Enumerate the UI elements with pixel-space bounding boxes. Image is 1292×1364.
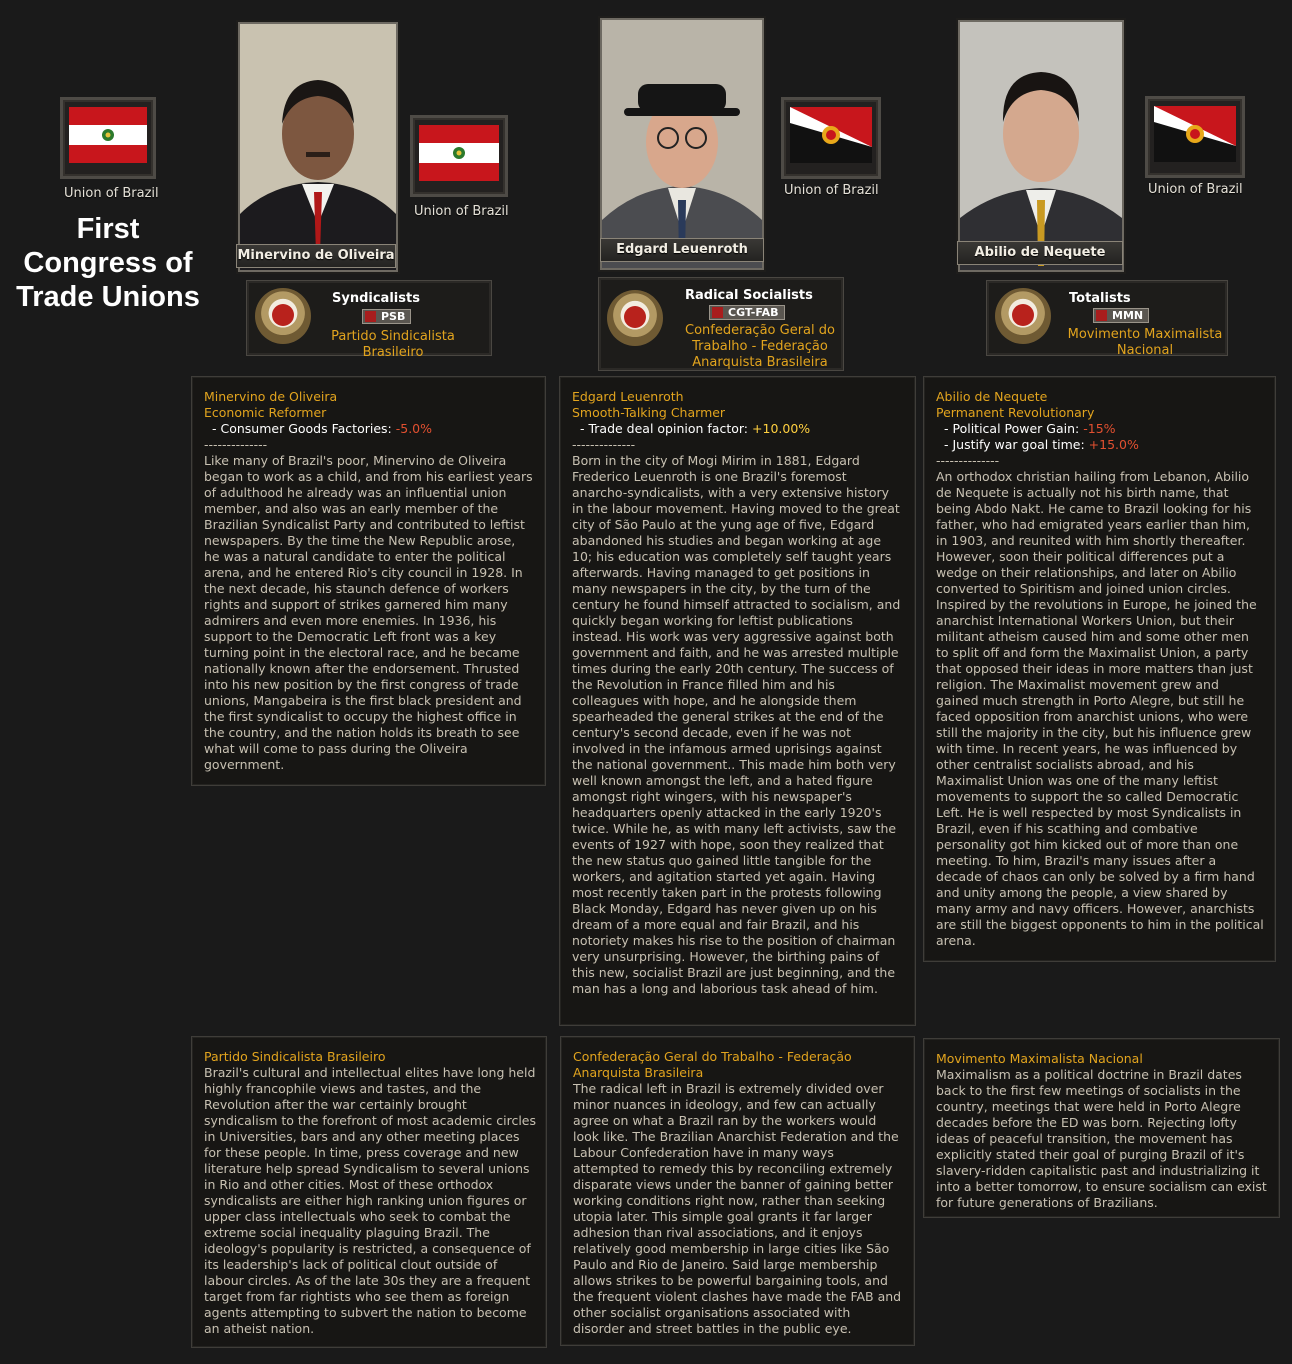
radical-socialist-emblem-icon [607,290,663,346]
leader-portrait[interactable] [600,18,764,270]
separator: -------------- [572,437,636,452]
flag-icon [69,107,147,169]
leader-bio: An orthodox christian hailing from Lebanon, Abilio de Nequete is actually not his birth name, that being Abdo Nakt. He came to Brazil looking for his father, who had emigrated years earlier than him, in 1903, and reunited with him shortly thereafter. However, soon their political differences put a wedge on their relationships, and later on Abilio converted to Spiritism and joined union circles. Inspired by the revolutions in Europe, he joined the anarchist International Workers Union, but their militant atheism caused him and some other men to split off and form the Maximalist Union, a party that opposed their ideas in more matters than just religion. The Maximalist movement grew and gained much strength in Porto Alegre, but still he faced opposition from anarchist unions, who were still the majority in the city, but his influence grew with time. In recent years, he was influenced by other centralist socialists abroad, and his Maximalist Union was one of the many leftist movements to support the so called Democratic Left. He is well respected by most Syndicalists in Brazil, even if his scathing and combative personality got him kicked out of more than one meeting. To him, Brazil's many issues after a decade of chaos can only be solved by a firm hand and unity among the people, a view shared by many army and navy officers. However, anarchists are still the biggest opponents to him in the political arena. [936,469,1264,948]
party-description: The radical left in Brazil is extremely divided over minor nuances in ideology, and few can actually agree on what a Brazil ran by the workers would look like. The Brazilian Anarchist Federation and the Labour Confederation have in many ways attempted to remedy this by reconciling extremely disparate views under the banner of gaining better working conditions right now, rather than seeking utopia later. This simple goal grants it far larger adhesion than rival associations, and it enjoys relatively good membership in large cities like São Paulo and Rio de Janeiro. Said large membership allows strikes to be powerful bargaining tools, and the frequent violent clashes have made the FAB and other socialist organisations associated with disorder and street battles in the public eye. [573,1081,902,1336]
trait-name: Permanent Revolutionary [936,405,1095,420]
leader-flag-label: Union of Brazil [414,204,509,219]
party-short: CGT-FAB [728,306,779,319]
leader-flag [781,97,881,179]
party-tooltip [923,1038,1280,1218]
trait-leader-name: Abilio de Nequete [936,389,1048,404]
syndicalist-emblem-icon [255,288,311,344]
leader-tooltip [559,376,916,1026]
party-title: Partido Sindicalista Brasileiro [204,1049,386,1064]
flag-icon [790,107,872,169]
modifier-row: - Trade deal opinion factor: +10.00% [580,421,811,436]
party-name: Confederação Geral do Trabalho - Federação Anarquista Brasileira [685,323,835,370]
modifier-row: - Justify war goal time: +15.0% [944,437,1139,452]
party-tooltip [191,1036,547,1348]
party-name: Partido Sindicalista Brasileiro [331,329,455,360]
ideology-name: Syndicalists [332,291,420,306]
government-title: First Congress of Trade Unions [16,213,200,313]
leader-nameplate: Minervino de Oliveira [236,244,396,268]
leader-flag [410,115,508,197]
party-tooltip [560,1036,915,1346]
leader-flag [1145,96,1245,178]
party-description: Brazil's cultural and intellectual elites have long held highly francophile views and tastes, and the Revolution after the war certainly brought syndicalism to the forefront of most academic circles in Universities, bars and any other meeting places for these people. In time, press coverage and new literature help spread Syndicalism to several unions in Rio and other cities. Most of these orthodox syndicalists are either high ranking union figures or upper class intellectuals who seek to combat the extreme social inequality plaguing Brazil. The ideology's popularity is restricted, a consequence of its leadership's lack of political clout outside of labour circles. As of the late 30s they are a frequent target from far rightists who see them as foreign agents attempting to subvert the nation to become an atheist nation. [204,1065,537,1336]
ideology-box [598,277,844,371]
leader-nameplate: Abilio de Nequete [957,241,1123,265]
party-badge [1093,308,1149,323]
party-title: Movimento Maximalista Nacional [936,1051,1143,1066]
flag-icon [1154,106,1236,168]
separator: -------------- [204,437,268,452]
leader-flag-label: Union of Brazil [1148,182,1243,197]
party-badge [362,309,411,324]
party-title: Confederação Geral do Trabalho - Federação Anarquista Brasileira [573,1049,852,1080]
country-name: Union of Brazil [64,186,159,201]
flag-icon [419,125,499,187]
modifier-row: - Political Power Gain: -15% [944,421,1116,436]
leader-bio: Like many of Brazil's poor, Minervino de Oliveira began to work as a child, and from his earliest years of adulthood he already was an influential union member, and also was an early member of the Brazilian Syndicalist Party and contributed to leftist newspapers. By the time the New Republic arose, he was a natural candidate to enter the political arena, and he entered Rio's city council in 1928. In the next decade, his staunch defence of workers rights and support of strikes garnered him many admirers and even more enemies. In 1936, his support to the Democratic Left front was a key turning point in the electoral race, and he became nationally known after the endorsement. Thrusted into his new position by the first congress of trade unions, Mangabeira is the first black president and the first syndicalist to occupy the highest office in the country, and the nation holds its breath to see what will come to pass during the Oliveira government. [204,453,533,772]
trait-leader-name: Minervino de Oliveira [204,389,338,404]
leader-portrait[interactable] [238,22,398,272]
ideology-name: Radical Socialists [685,288,813,303]
ideology-box [246,280,492,360]
leader-portrait[interactable] [958,20,1124,272]
leader-tooltip [191,376,546,786]
leader-tooltip [923,376,1276,962]
trait-name: Smooth-Talking Charmer [572,405,726,420]
separator: -------------- [936,453,1000,468]
party-short: PSB [381,310,406,323]
leader-bio: Born in the city of Mogi Mirim in 1881, Edgard Frederico Leuenroth is one Brazil's foremost anarcho-syndicalists, with a very extensive history in the labour movement. Having moved to the great city of São Paulo at the yung age of five, Edgard abandoned his studies and began working at age 10; his education was completely self taught years afterwards. Having managed to get positions in many newspapers in the city, by the turn of the century he found himself attracted to socialism, and quickly began working for leftist publications instead. His work was very aggressive against both government and faith, and he was arrested multiple times during the early 20th century. The success of the Revolution in France filled him and his colleagues with hope, and he alongside them spearheaded the general strikes at the end of the century's second decade, even if he was not involved in the infamous armed uprisings against the national government.. This made him both very well known amongst the left, and a hated figure amongst right wingers, with his newspaper's headquarters openly attacked in the early 1920's twice. While he, as with many left activists, saw the events of 1927 with hope, soon they realized that the new status quo gained little tangible for the workers, and agitation started yet again. Having most recently taken part in the protests following Black Monday, Edgard has never given up on his dream of a more equal and fair Brazil, and his notoriety makes his rise to the position of chairman very unsurprising. However, the birthing pains of this new, socialist Brazil are just beginning, and the man has a long and laborious task ahead of him. [572,453,901,996]
party-name: Movimento Maximalista Nacional [1067,327,1223,358]
country-flag [60,97,156,179]
totalist-emblem-icon [995,288,1051,344]
modifier-row: - Consumer Goods Factories: -5.0% [212,421,433,436]
trait-name: Economic Reformer [204,405,327,420]
party-description: Maximalism as a political doctrine in Brazil dates back to the first few meetings of socialists in the country, meetings that were held in Porto Alegre decades before the ED was born. Rejecting lofty ideas of peaceful transition, the movement has explicitly stated their goal of purging Brazil of it's slavery-ridden capitalistic past and industrializing it into a better tomorrow, to ensure socialism can exist for future generations of Brazilians. [936,1067,1267,1210]
party-short: MMN [1112,309,1144,322]
leader-nameplate: Edgard Leuenroth [600,238,764,262]
leader-flag-label: Union of Brazil [784,183,879,198]
trait-leader-name: Edgard Leuenroth [572,389,684,404]
ideology-name: Totalists [1069,291,1131,306]
party-badge [709,305,785,320]
ideology-box [986,280,1228,356]
